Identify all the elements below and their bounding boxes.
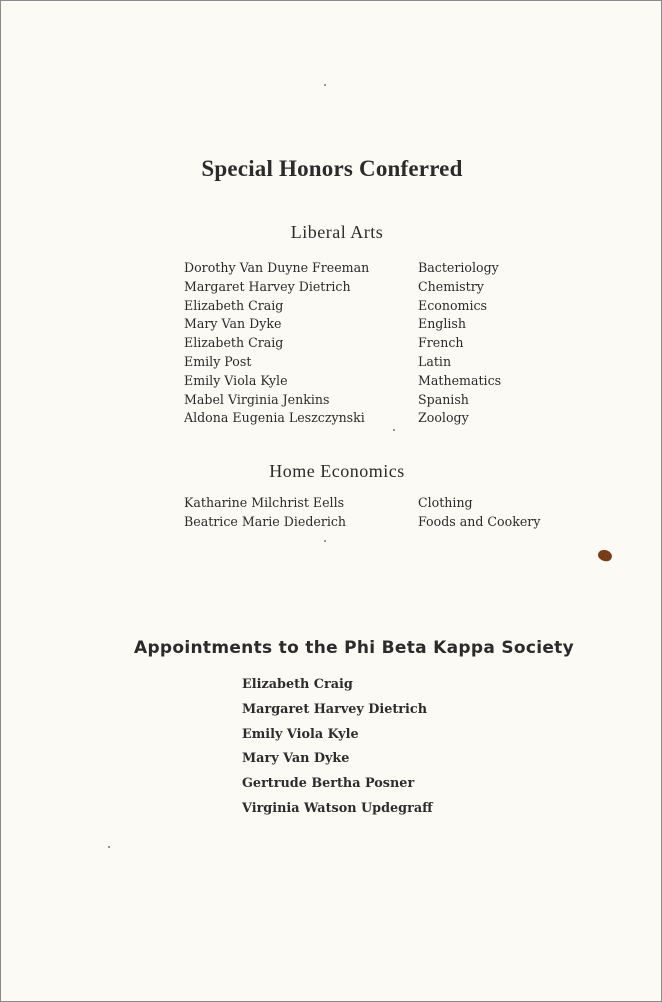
phi-beta-kappa-list xyxy=(242,677,433,826)
honor-subject: Foods and Cookery xyxy=(418,513,541,529)
honor-subject: Bacteriology xyxy=(418,260,499,275)
honoree-name: Mary Van Dyke xyxy=(184,316,282,332)
paper-speck xyxy=(393,429,395,431)
honor-subject: French xyxy=(418,335,464,351)
member-name: Gertrude Bertha Posner xyxy=(242,776,415,792)
member-name: Margaret Harvey Dietrich xyxy=(242,701,427,717)
honor-subject: Chemistry xyxy=(418,278,484,294)
honoree-name: Katharine Milchrist Eells xyxy=(184,495,345,510)
paper-speck xyxy=(108,846,110,848)
honor-subject: Economics xyxy=(418,297,488,313)
honoree-name: Aldona Eugenia Leszczynski xyxy=(184,410,365,426)
page-title: Special Honors Conferred xyxy=(201,156,463,181)
honor-subject: Zoology xyxy=(418,410,469,426)
honor-subject: Mathematics xyxy=(418,372,502,388)
honor-subject: Clothing xyxy=(418,495,473,510)
honoree-name: Margaret Harvey Dietrich xyxy=(184,278,351,294)
honoree-name: Mabel Virginia Jenkins xyxy=(184,391,330,407)
honor-subject: Latin xyxy=(418,353,452,369)
honoree-name: Elizabeth Craig xyxy=(184,297,284,313)
paper-speck xyxy=(324,84,326,86)
member-name: Mary Van Dyke xyxy=(242,751,350,767)
paper-stain xyxy=(596,548,613,564)
honoree-name: Beatrice Marie Diederich xyxy=(184,513,347,529)
honor-subject: Spanish xyxy=(418,391,469,407)
home-economics-heading: Home Economics xyxy=(269,461,405,481)
honoree-name: Elizabeth Craig xyxy=(184,335,284,351)
member-name: Elizabeth Craig xyxy=(242,677,353,692)
member-name: Emily Viola Kyle xyxy=(242,726,359,742)
member-name: Virginia Watson Updegraff xyxy=(242,800,433,816)
honoree-name: Emily Post xyxy=(184,353,252,369)
paper-speck xyxy=(324,540,326,542)
liberal-arts-heading: Liberal Arts xyxy=(290,222,384,242)
honor-subject: English xyxy=(418,316,466,332)
honoree-name: Emily Viola Kyle xyxy=(184,372,288,388)
honoree-name: Dorothy Van Duyne Freeman xyxy=(184,260,370,275)
phi-beta-kappa-heading: Appointments to the Phi Beta Kappa Society xyxy=(134,638,574,658)
